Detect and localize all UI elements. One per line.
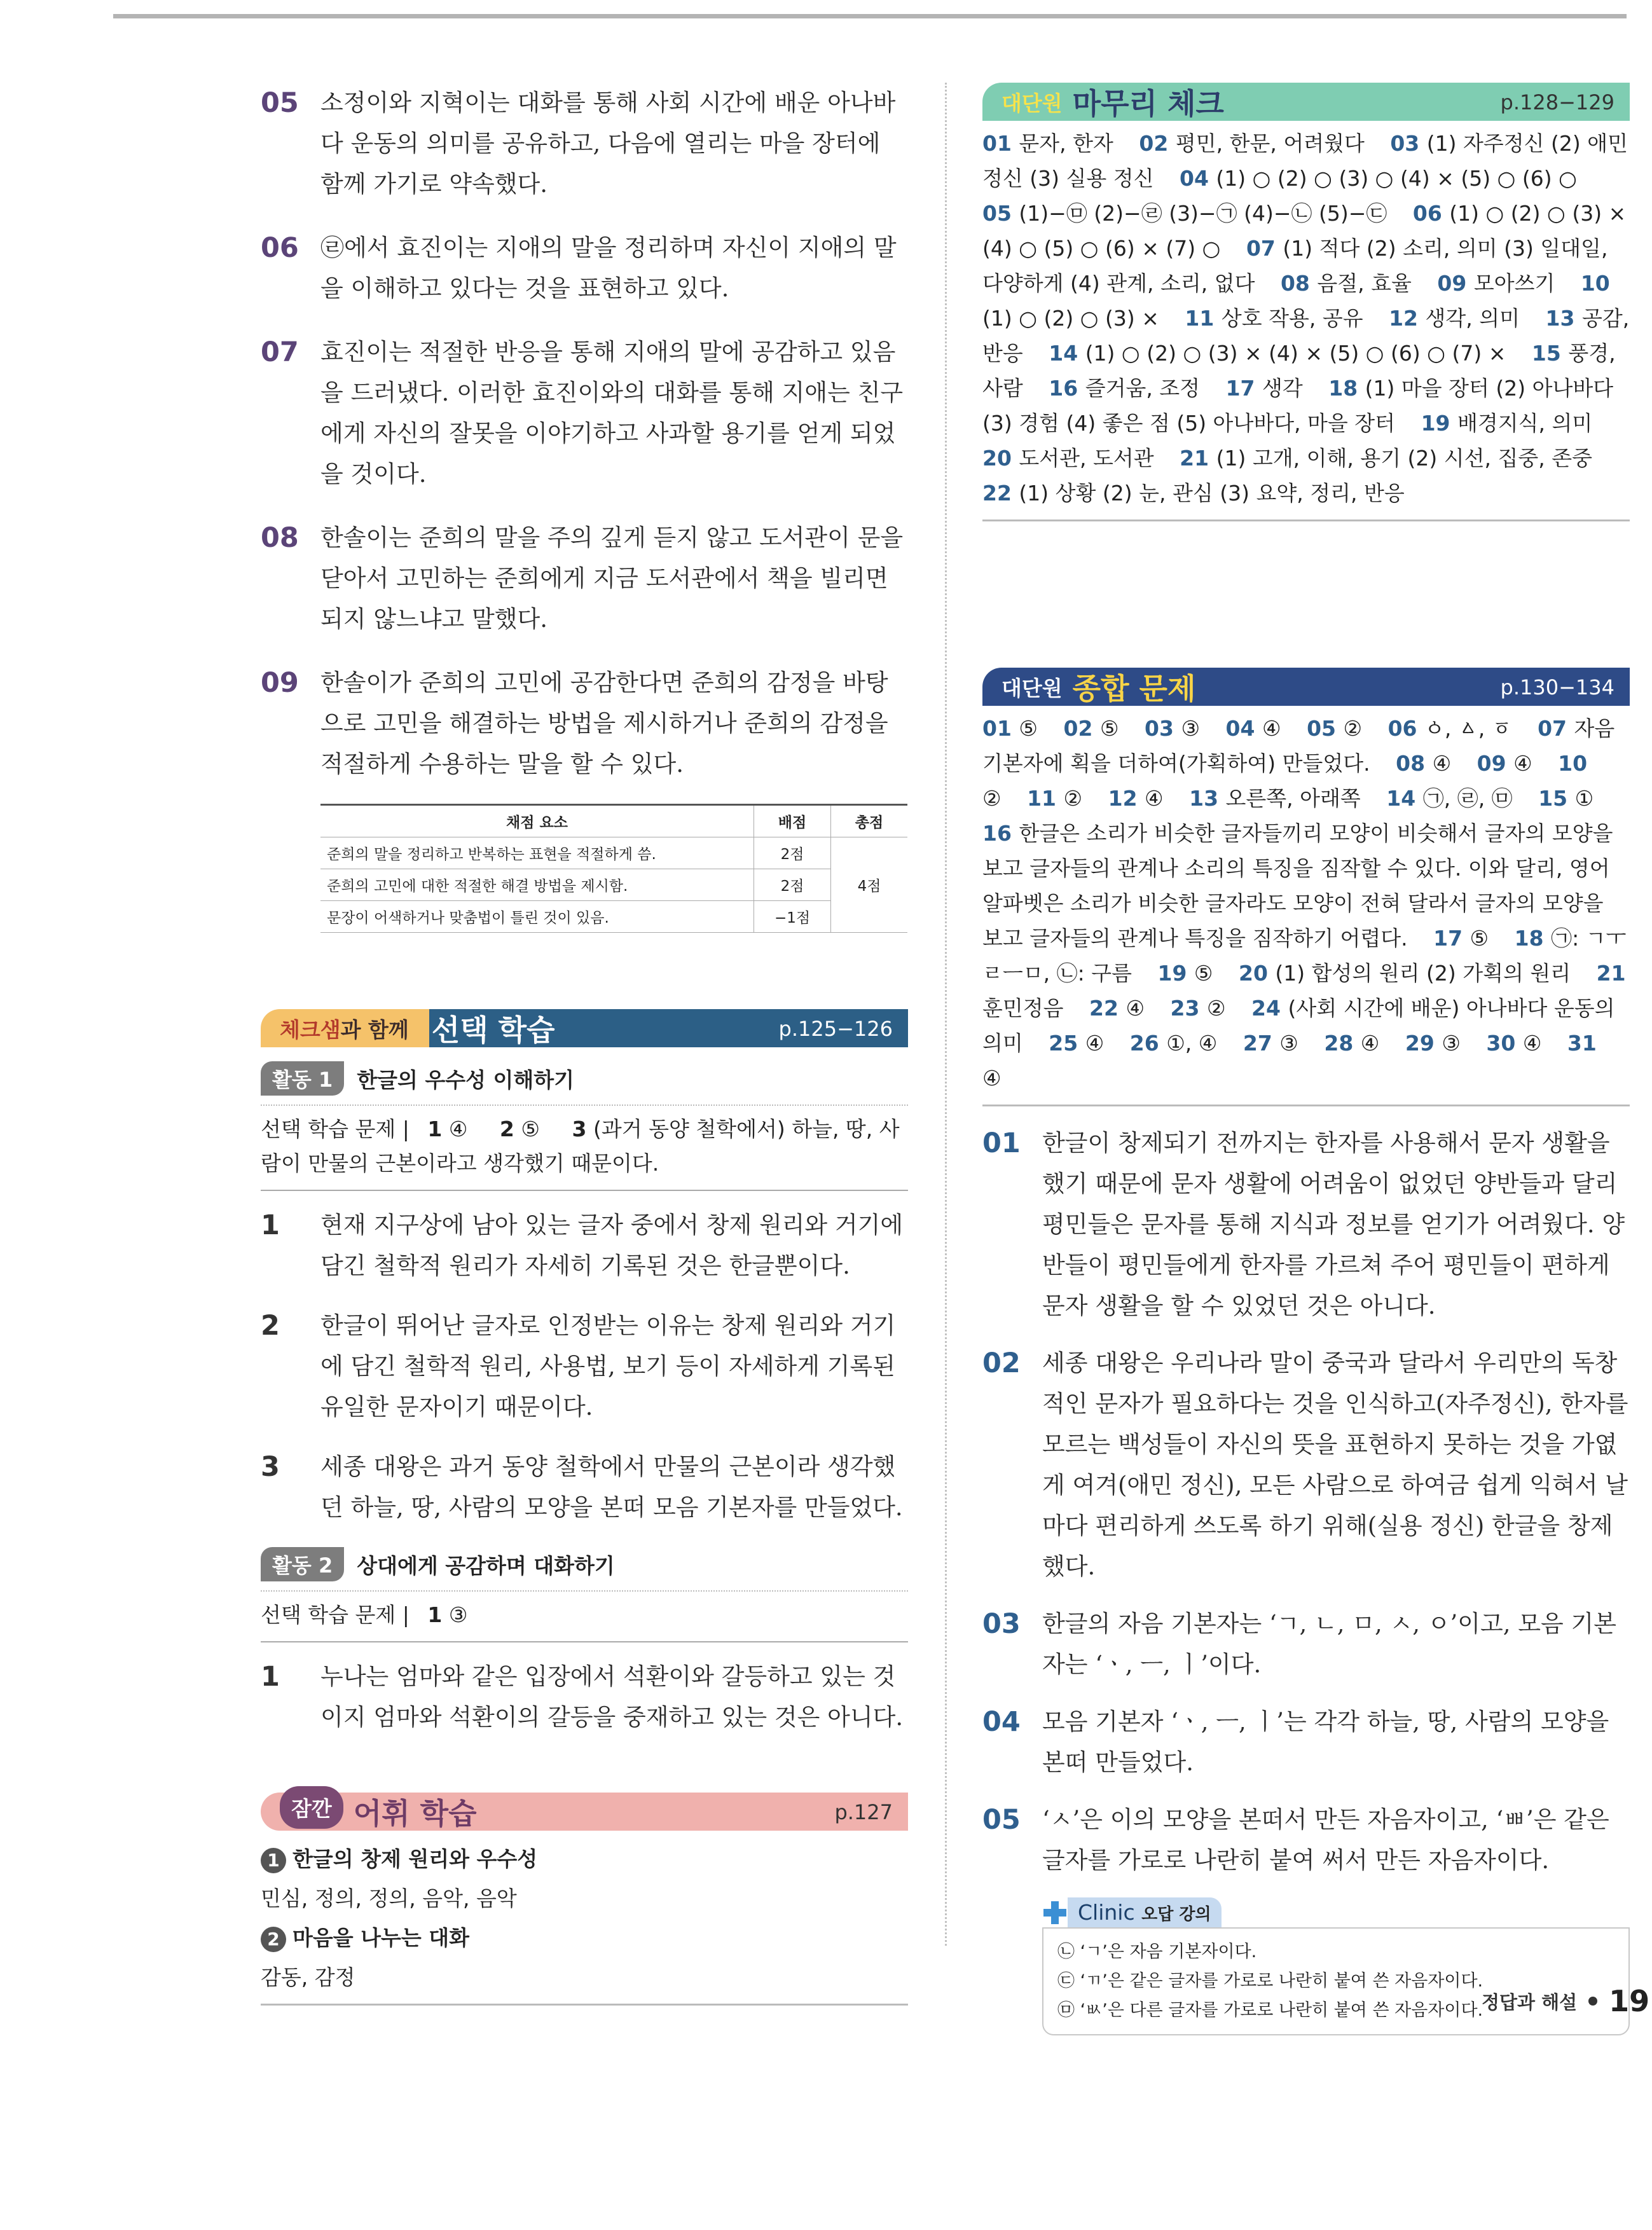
answer-text: 오른쪽, 아래쪽 <box>1225 786 1361 811</box>
score-item: 준희의 고민에 대한 적절한 해결 방법을 제시함. <box>320 869 754 901</box>
answer-text: (1)−㉤ (2)−㉣ (3)−㉠ (4)−㉡ (5)−㉢ <box>1019 201 1387 226</box>
question-text: 한글이 창제되기 전까지는 한자를 사용해서 문자 생활을 했기 때문에 문자 생활에 어려움이 없었던 양반들과 달리 평민들은 문자를 통해 지식과 정보를 얻기가 어려웠다. 양반들이 평민들에게 한자를 가르쳐 주어 평민들이 편하게 문자 생활을 할 수 있었던 것은 아니다. <box>1042 1129 1625 1319</box>
answer-value: ⑤ <box>521 1117 540 1141</box>
clinic-line: ㉡ ‘ㄱ’은 자음 기본자이다. <box>1057 1942 1257 1962</box>
select-problem-prefix: 선택 학습 문제 | <box>261 1117 410 1141</box>
question-item <box>261 332 908 495</box>
question-text: ‘ㅅ’은 이의 모양을 본떠서 만든 자음자이고, ‘ㅃ’은 같은 글자를 가로로 나란히 붙여 써서 만든 자음자이다. <box>1042 1806 1609 1874</box>
activity-2-answers <box>261 1592 908 1642</box>
question-text: 세종 대왕은 우리나라 말이 중국과 달라서 우리만의 독창적인 문자가 필요하다는 것을 인식하고(자주정신), 한자를 모르는 백성들이 자신의 뜻을 표현하지 못하는 것을 가엾게 여겨(애민 정신), 모든 사람으로 하여금 쉽게 익혀서 날마다 편리하게 쓰도록 하기 위해(실용 정신) 한글을 창제했다. <box>1042 1349 1628 1580</box>
answer-number: 11 <box>1185 306 1222 331</box>
left-column <box>261 83 908 2006</box>
answer-entry <box>1538 786 1593 811</box>
answer-text: (1) 마을 장터 (2) 아나바다 (3) 경험 (4) 좋은 점 (5) 아나바다, 마을 장터 <box>982 376 1614 436</box>
answer-text: ㉠, ㉣, ㉤ <box>1422 786 1513 811</box>
clinic-line: ㉢ ‘ㄲ’은 같은 글자를 가로로 나란히 붙여 쓴 자음자이다. <box>1057 1971 1483 1991</box>
vocab-banner-title: 어휘 학습 <box>353 1796 477 1831</box>
question-text: 누나는 엄마와 같은 입장에서 석환이와 갈등하고 있는 것이지 엄마와 석환이의 갈등을 중재하고 있는 것은 아니다. <box>320 1663 904 1731</box>
answer-entry <box>1064 716 1119 741</box>
answer-entry <box>1157 961 1213 986</box>
answer-text: ⑤ <box>1099 716 1119 741</box>
answer-text: ④ <box>1513 751 1532 776</box>
footer-label: 정답과 해설 <box>1482 1991 1578 2013</box>
answer-number: 12 <box>1108 786 1145 811</box>
answer-entry <box>1049 1031 1104 1056</box>
question-text: 한솔이가 준희의 고민에 공감한다면 준희의 감정을 바탕으로 고민을 해결하는 방법을 제시하거나 준희의 감정을 적절하게 수용하는 말을 할 수 있다. <box>320 669 888 778</box>
answer-text: ⑤ <box>1194 961 1213 986</box>
question-number: 1 <box>261 1209 280 1241</box>
answer-number: 17 <box>1225 376 1262 401</box>
answer-num: 1 <box>427 1117 443 1141</box>
answer-number: 28 <box>1324 1031 1361 1056</box>
question-number: 03 <box>982 1608 1021 1640</box>
answer-number: 13 <box>1189 786 1226 811</box>
answer-text: ② <box>1063 786 1083 811</box>
vocab-answer: 감동, 감정 <box>261 1965 355 1990</box>
answer-number: 12 <box>1389 306 1426 331</box>
answer-entry <box>982 131 1113 156</box>
total-banner <box>982 668 1630 706</box>
answer-text: ④ <box>1360 1031 1380 1056</box>
total-banner-pre: 대단원 <box>1002 675 1063 701</box>
answer-number: 13 <box>1545 306 1582 331</box>
answer-number: 19 <box>1421 411 1457 436</box>
question-item <box>261 83 908 205</box>
column-divider <box>945 83 947 1946</box>
question-item <box>261 1447 908 1528</box>
activity-2-header <box>261 1547 908 1592</box>
answer-text: 음절, 효율 <box>1317 271 1412 296</box>
activity-2-explanations <box>261 1656 908 1738</box>
activity-1-label: 활동 1 <box>261 1061 344 1096</box>
answer-number: 15 <box>1531 341 1569 366</box>
answer-number: 23 <box>1170 996 1207 1021</box>
answer-text: 공감, 반응 <box>982 306 1630 366</box>
answer-entry <box>982 716 1038 741</box>
answer-text: 모아쓰기 <box>1473 271 1555 296</box>
answer-entry <box>1130 1031 1218 1056</box>
answer-text: ④ <box>1145 786 1164 811</box>
check-answers <box>982 121 1630 521</box>
answer-text: (1) ○ (2) ○ (3) × (4) ○ (5) ○ (6) × (7) ○ <box>982 201 1627 261</box>
answer-text: ① <box>1574 786 1594 811</box>
answer-number: 27 <box>1242 1031 1280 1056</box>
answer-value: (과거 동양 철학에서) 하늘, 땅, 사람이 만물의 근본이라고 생각했기 때문이다. <box>261 1117 900 1176</box>
activity-1-header <box>261 1061 908 1106</box>
score-points: −1점 <box>754 901 831 933</box>
answer-number: 16 <box>982 821 1019 846</box>
answer-text: 한글은 소리가 비슷한 글자들끼리 모양이 비슷해서 글자의 모양을 보고 글자들의 관계나 소리의 특징을 짐작할 수 있다. 이와 달리, 영어 알파벳은 소리가 비슷한 글자라도 모양이 전혀 달라서 글자의 모양을 보고 글자들의 관계나 특징을 짐작하기 어렵다. <box>982 821 1613 951</box>
answer-text: 자음 기본자에 획을 더하여(가획하여) 만들었다. <box>982 716 1615 776</box>
answer-number: 07 <box>1246 236 1283 261</box>
question-item <box>982 1800 1630 1881</box>
check-banner <box>982 83 1630 121</box>
question-number: 08 <box>261 522 299 554</box>
answer-number: 19 <box>1157 961 1194 986</box>
question-number: 07 <box>261 336 299 368</box>
answer-number: 09 <box>1476 751 1514 776</box>
check-banner-pre: 대단원 <box>1002 90 1063 116</box>
answer-number: 31 <box>1567 1031 1597 1056</box>
select-study-banner <box>261 1009 908 1047</box>
answer-number: 22 <box>1089 996 1126 1021</box>
answer-number: 04 <box>1179 166 1216 191</box>
answer-text: ④ <box>1085 1031 1105 1056</box>
score-table <box>320 804 907 933</box>
answer-entry <box>1239 961 1571 986</box>
answer-entry <box>1486 1031 1541 1056</box>
total-answers <box>982 706 1630 1106</box>
score-item: 문장이 어색하거나 맞춤법이 틀린 것이 있음. <box>320 901 754 933</box>
answer-entry <box>1089 996 1145 1021</box>
total-banner-page: p.130−134 <box>1500 675 1614 699</box>
answer-number: 06 <box>1387 716 1424 741</box>
answer-text: ㆁ, ㅿ, ㆆ <box>1424 716 1512 741</box>
answer-entry <box>1049 376 1200 401</box>
question-item <box>261 228 908 309</box>
answer-text: ④ <box>1432 751 1452 776</box>
select-banner-title: 선택 학습 <box>431 1013 555 1047</box>
answer-value: ④ <box>448 1117 468 1141</box>
activity-2-label: 활동 2 <box>261 1547 344 1581</box>
answer-text: ② <box>1343 716 1363 741</box>
answer-text: 생각, 의미 <box>1425 306 1520 331</box>
activity-1-explanations <box>261 1205 908 1528</box>
answer-entry <box>1049 341 1506 366</box>
answer-number: 05 <box>1307 716 1344 741</box>
question-item <box>261 518 908 640</box>
score-total: 4점 <box>831 837 908 933</box>
right-column <box>982 83 1630 2035</box>
answer-entry <box>1433 926 1489 951</box>
question-number: 3 <box>261 1451 280 1483</box>
answer-number: 14 <box>1049 341 1085 366</box>
answer-number: 02 <box>1063 716 1100 741</box>
page-footer <box>1482 1984 1649 2018</box>
answer-number: 07 <box>1538 716 1574 741</box>
answer-entry <box>1226 716 1281 741</box>
answer-number: 01 <box>982 716 1019 741</box>
answer-entry <box>982 446 1154 471</box>
score-points: 2점 <box>754 837 831 869</box>
answer-entry <box>1139 131 1364 156</box>
question-item <box>261 1305 908 1428</box>
answer-number: 18 <box>1514 926 1552 951</box>
answer-entry <box>1180 446 1592 471</box>
vocab-heading-text: 마음을 나누는 대화 <box>293 1925 470 1950</box>
score-header-item: 채점 요소 <box>320 805 754 837</box>
answer-number: 08 <box>1396 751 1433 776</box>
page-number: 19 <box>1609 1984 1650 2018</box>
answer-value: ③ <box>448 1602 468 1627</box>
clinic-header <box>1042 1897 1630 1927</box>
answer-number: 30 <box>1486 1031 1523 1056</box>
answer-text: ①, ④ <box>1166 1031 1218 1056</box>
question-text: 한글이 뛰어난 글자로 인정받는 이유는 창제 원리와 거기에 담긴 철학적 원리, 사용법, 보기 등이 자세하게 기록된 유일한 문자이기 때문이다. <box>320 1312 896 1421</box>
question-text: 현재 지구상에 남아 있는 글자 중에서 창제 원리와 거기에 담긴 철학적 원리가 자세히 기록된 것은 한글뿐이다. <box>320 1211 904 1279</box>
question-item <box>982 1343 1630 1587</box>
answer-number: 04 <box>1225 716 1262 741</box>
answer-entry <box>1421 411 1593 436</box>
question-text: 한글의 자음 기본자는 ‘ㄱ, ㄴ, ㅁ, ㅅ, ㅇ’이고, 모음 기본자는 ‘ㆍ, ㅡ, ㅣ’이다. <box>1042 1610 1617 1678</box>
question-item <box>982 1123 1630 1326</box>
answer-number: 01 <box>982 131 1019 156</box>
answer-text: 도서관, 도서관 <box>1019 446 1154 471</box>
question-item <box>982 1604 1630 1685</box>
answer-number: 11 <box>1027 786 1064 811</box>
vocab-num: 1 <box>261 1848 286 1873</box>
right-explanations <box>982 1123 1630 1881</box>
vocab-badge: 잠깐 <box>280 1786 343 1829</box>
answer-text: (1) 고개, 이해, 용기 (2) 시선, 집중, 존중 <box>1216 446 1593 471</box>
answer-text: (1) 자주정신 (2) 애민 정신 (3) 실용 정신 <box>982 131 1628 191</box>
question-number: 06 <box>261 232 299 264</box>
answer-text: 훈민정음 <box>982 996 1064 1021</box>
answer-entry <box>1171 996 1226 1021</box>
answer-text: ④ <box>1262 716 1281 741</box>
vocab-banner <box>261 1793 908 1831</box>
answer-number: 20 <box>1239 961 1276 986</box>
activity-2-title: 상대에게 공감하며 대화하기 <box>357 1553 615 1578</box>
select-banner-pre-b: 과 함께 <box>340 1017 409 1042</box>
answer-number: 22 <box>982 481 1019 506</box>
clinic-subtitle: 오답 강의 <box>1141 1905 1211 1924</box>
answer-number: 02 <box>1139 131 1176 156</box>
answer-text: ㉠: ㄱㅜㄹㅡㅁ, ㉡: 구름 <box>982 926 1627 986</box>
answer-text: 평민, 한문, 어려웠다 <box>1175 131 1365 156</box>
answer-entry <box>982 201 1387 226</box>
answer-number: 10 <box>1580 271 1610 296</box>
answer-entry <box>1389 306 1520 331</box>
activity-1-answers <box>261 1106 908 1191</box>
answer-entry <box>1108 786 1164 811</box>
activity-1-title: 한글의 우수성 이해하기 <box>357 1067 574 1092</box>
answer-text: (1) 합성의 원리 (2) 가획의 원리 <box>1275 961 1571 986</box>
select-banner-pre-a: 체크샘 <box>280 1017 341 1042</box>
question-item <box>261 663 908 785</box>
answer-entry <box>1477 751 1532 776</box>
answer-text: (1) 적다 (2) 소리, 의미 (3) 일대일, 다양하게 (4) 관계, 소리, 없다 <box>982 236 1608 296</box>
vocab-heading-text: 한글의 창제 원리와 우수성 <box>293 1847 538 1871</box>
question-item <box>982 1702 1630 1783</box>
answer-entry <box>1281 271 1412 296</box>
check-banner-title: 마무리 체크 <box>1072 86 1224 121</box>
question-number: 09 <box>261 667 299 699</box>
select-banner-page: p.125−126 <box>778 1017 893 1041</box>
clinic-title: Clinic <box>1078 1900 1135 1925</box>
answer-number: 15 <box>1538 786 1575 811</box>
answer-number: 08 <box>1280 271 1318 296</box>
answer-number: 21 <box>1596 961 1626 986</box>
answer-entry <box>982 481 1405 506</box>
question-number: 05 <box>261 87 299 119</box>
question-text: 세종 대왕은 과거 동양 철학에서 만물의 근본이라 생각했던 하늘, 땅, 사람의 모양을 본떠 모음 기본자를 만들었다. <box>320 1453 903 1521</box>
answer-entry <box>1386 786 1512 811</box>
answer-number: 10 <box>1558 751 1588 776</box>
question-number: 05 <box>982 1804 1021 1836</box>
answer-entry <box>1324 1031 1379 1056</box>
answer-text: ④ <box>1125 996 1145 1021</box>
top-rule <box>113 14 1627 18</box>
answer-entry <box>1243 1031 1298 1056</box>
answer-entry <box>1027 786 1082 811</box>
answer-text: ② <box>1206 996 1226 1021</box>
left-question-list <box>261 83 908 785</box>
answer-number: 06 <box>1412 201 1450 226</box>
answer-text: ③ <box>1181 716 1201 741</box>
answer-number: 05 <box>982 201 1019 226</box>
answer-text: ⑤ <box>1470 926 1489 951</box>
question-text: 모음 기본자 ‘ㆍ, ㅡ, ㅣ’는 각각 하늘, 땅, 사람의 모양을 본떠 만들었다. <box>1042 1708 1609 1776</box>
score-item: 준희의 말을 정리하고 반복하는 표현을 적절하게 씀. <box>320 837 754 869</box>
question-number: 01 <box>982 1127 1021 1159</box>
answer-text: 생각 <box>1262 376 1303 401</box>
answer-number: 14 <box>1386 786 1423 811</box>
vocab-answer: 민심, 정의, 정의, 음악, 음악 <box>261 1886 517 1911</box>
answer-text: (1) ○ (2) ○ (3) × <box>982 306 1159 331</box>
question-number: 2 <box>261 1310 280 1342</box>
clinic-box <box>1042 1927 1630 2035</box>
answer-num: 3 <box>572 1117 587 1141</box>
answer-entry <box>1396 751 1451 776</box>
answer-entry <box>1180 166 1577 191</box>
clinic-label <box>1068 1897 1222 1927</box>
answer-entry <box>1226 376 1303 401</box>
answer-number: 16 <box>1049 376 1085 401</box>
bullet-icon <box>1588 1997 1597 2006</box>
vocab-num: 2 <box>261 1927 286 1952</box>
answer-text: (사회 시간에 배운) 아나바다 운동의 의미 <box>982 996 1615 1056</box>
answer-text: 배경지식, 의미 <box>1457 411 1593 436</box>
total-banner-title: 종합 문제 <box>1072 671 1196 706</box>
answer-entry <box>1189 786 1361 811</box>
clinic-line: ㉤ ‘ㅄ’은 다른 글자를 가로로 나란히 붙여 쓴 자음자이다. <box>1057 2000 1483 2020</box>
question-text: 한솔이는 준희의 말을 주의 깊게 듣지 않고 도서관이 문을 닫아서 고민하는 준희에게 지금 도서관에서 책을 빌리면 되지 않느냐고 말했다. <box>320 524 904 633</box>
answer-number: 03 <box>1390 131 1427 156</box>
vocab-heading <box>261 1918 908 1958</box>
answer-entry <box>1145 716 1200 741</box>
answer-text: ③ <box>1279 1031 1298 1056</box>
answer-text: (1) 상황 (2) 눈, 관심 (3) 요약, 정리, 반응 <box>1019 481 1405 506</box>
answer-text: 상호 작용, 공유 <box>1221 306 1363 331</box>
plus-icon <box>1042 1900 1068 1925</box>
question-number: 02 <box>982 1347 1021 1379</box>
answer-number: 29 <box>1405 1031 1442 1056</box>
answer-text: ② <box>982 786 1002 811</box>
answer-entry <box>1405 1031 1461 1056</box>
answer-entry <box>1307 716 1362 741</box>
question-number: 1 <box>261 1661 280 1693</box>
answer-number: 26 <box>1129 1031 1167 1056</box>
answer-entry <box>1388 716 1512 741</box>
question-text: 소정이와 지혁이는 대화를 통해 사회 시간에 배운 아나바다 운동의 의미를 공유하고, 다음에 열리는 마을 장터에 함께 가기로 약속했다. <box>320 89 896 198</box>
answer-number: 21 <box>1180 446 1216 471</box>
answer-number: 09 <box>1437 271 1474 296</box>
score-header-points: 배점 <box>754 805 831 837</box>
question-text: ㉣에서 효진이는 지애의 말을 정리하며 자신이 지애의 말을 이해하고 있다는 것을 표현하고 있다. <box>320 234 897 302</box>
answer-text: 풍경, 사람 <box>982 341 1616 401</box>
answer-number: 20 <box>982 446 1019 471</box>
answer-entry <box>1437 271 1555 296</box>
question-item <box>261 1205 908 1286</box>
question-text: 효진이는 적절한 반응을 통해 지애의 말에 공감하고 있음을 드러냈다. 이러한 효진이와의 대화를 통해 지애는 친구에게 자신의 잘못을 이야기하고 사과할 용기를 얻게 되었을 것이다. <box>320 338 904 488</box>
vocab-list <box>261 1831 908 2006</box>
answer-number: 17 <box>1433 926 1470 951</box>
vocab-banner-page: p.127 <box>834 1800 893 1824</box>
answer-text: ④ <box>982 1066 1002 1091</box>
answer-entry <box>1185 306 1363 331</box>
answer-number: 03 <box>1145 716 1181 741</box>
answer-text: 문자, 한자 <box>1019 131 1113 156</box>
question-item <box>261 1656 908 1738</box>
answer-number: 25 <box>1049 1031 1085 1056</box>
select-problem-prefix: 선택 학습 문제 | <box>261 1602 410 1627</box>
vocab-heading <box>261 1840 908 1879</box>
answer-text: ⑤ <box>1019 716 1038 741</box>
answer-number: 24 <box>1251 996 1288 1021</box>
answer-text: ④ <box>1522 1031 1542 1056</box>
question-number: 04 <box>982 1706 1021 1738</box>
check-banner-page: p.128−129 <box>1500 90 1614 114</box>
answer-num: 1 <box>427 1602 443 1627</box>
score-header-total: 총점 <box>831 805 908 837</box>
answer-text: ③ <box>1442 1031 1461 1056</box>
answer-text: (1) ○ (2) ○ (3) ○ (4) × (5) ○ (6) ○ <box>1216 166 1577 191</box>
answer-num: 2 <box>499 1117 514 1141</box>
score-points: 2점 <box>754 869 831 901</box>
answer-number: 18 <box>1328 376 1365 401</box>
answer-text: (1) ○ (2) ○ (3) × (4) × (5) ○ (6) ○ (7) × <box>1085 341 1506 366</box>
answer-text: 즐거움, 조정 <box>1085 376 1201 401</box>
